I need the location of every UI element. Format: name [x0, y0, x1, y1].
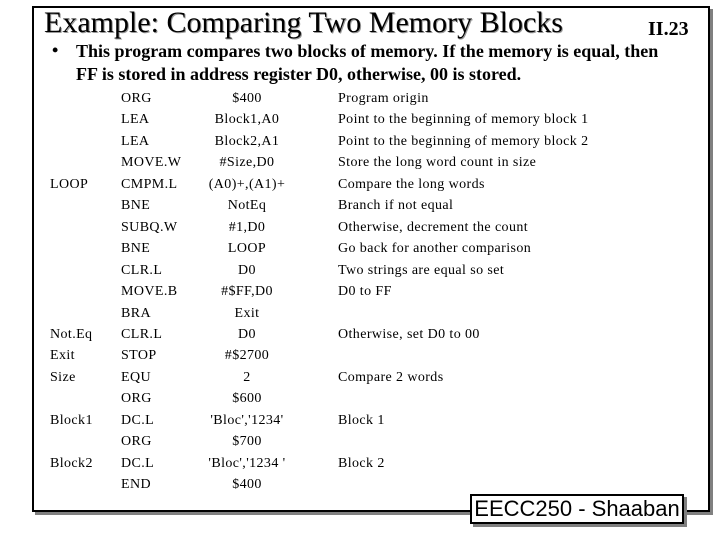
code-line: [0, 263, 720, 284]
code-line: [0, 241, 720, 262]
code-label: LOOP: [50, 176, 89, 192]
code-label: Block1: [50, 412, 93, 428]
code-operand: $400: [232, 91, 262, 106]
code-operand: #$2700: [224, 348, 270, 364]
code-comment: Point to the beginning of memory block 1: [338, 112, 589, 128]
code-label: Size: [50, 369, 76, 385]
code-opcode: CMPM.L: [121, 176, 178, 192]
code-operand: D0: [238, 262, 256, 278]
code-opcode: END: [121, 477, 151, 493]
footer-label: EECC250 - Shaaban: [470, 494, 684, 524]
code-operand: D0: [238, 326, 256, 342]
code-opcode: MOVE.B: [121, 284, 178, 300]
code-opcode: STOP: [121, 348, 157, 364]
code-opcode: DC.L: [121, 412, 155, 428]
code-opcode: ORG: [121, 91, 152, 106]
code-comment: Otherwise, set D0 to 00: [338, 326, 480, 342]
code-opcode: DC.L: [121, 455, 155, 471]
code-opcode: ORG: [121, 391, 152, 407]
code-operand: (A0)+,(A1)+: [208, 176, 286, 192]
code-line: [0, 155, 720, 176]
code-opcode: EQU: [121, 369, 151, 385]
code-comment: Point to the beginning of memory block 2: [338, 133, 589, 149]
code-comment: Program origin: [338, 91, 429, 106]
code-comment: Branch if not equal: [338, 198, 454, 214]
code-operand: 'Bloc','1234': [210, 412, 284, 428]
code-line: [0, 134, 720, 155]
code-operand: NotEq: [227, 198, 267, 214]
slide-title: Example: Comparing Two Memory Blocks: [44, 6, 563, 39]
code-label: Not.Eq: [50, 326, 93, 342]
code-line: [0, 327, 720, 348]
code-label: Exit: [50, 348, 75, 364]
code-operand: Block1,A0: [214, 112, 280, 128]
code-operand: $600: [232, 391, 262, 407]
slide-number: II.23: [648, 18, 689, 40]
code-operand: #$FF,D0: [221, 284, 273, 300]
code-comment: Block 1: [338, 412, 385, 428]
code-line: [0, 413, 720, 434]
code-comment: Compare the long words: [338, 176, 485, 192]
code-line: [0, 177, 720, 198]
bullet-marker: •: [52, 40, 59, 60]
code-opcode: BRA: [121, 305, 151, 321]
code-line: [0, 91, 720, 112]
code-comment: Block 2: [338, 455, 385, 471]
code-label: Block2: [50, 455, 93, 471]
code-line: [0, 306, 720, 327]
code-comment: Otherwise, decrement the count: [338, 219, 529, 235]
code-opcode: LEA: [121, 112, 150, 128]
code-opcode: CLR.L: [121, 262, 163, 278]
code-line: [0, 198, 720, 219]
code-operand: 'Bloc','1234 ': [208, 455, 286, 471]
code-line: [0, 434, 720, 455]
code-operand: Exit: [234, 305, 260, 321]
code-line: [0, 391, 720, 412]
code-line: [0, 284, 720, 305]
code-operand: $700: [232, 434, 262, 450]
code-opcode: BNE: [121, 241, 151, 257]
code-operand: $400: [232, 477, 262, 493]
code-operand: #1,D0: [228, 219, 266, 235]
code-opcode: SUBQ.W: [121, 219, 178, 235]
code-opcode: CLR.L: [121, 326, 163, 342]
code-operand: #Size,D0: [219, 155, 275, 171]
code-comment: D0 to FF: [338, 284, 392, 300]
code-line: [0, 112, 720, 133]
code-line: [0, 348, 720, 369]
code-opcode: BNE: [121, 198, 151, 214]
code-operand: Block2,A1: [214, 133, 280, 149]
code-line: [0, 220, 720, 241]
code-comment: Compare 2 words: [338, 369, 444, 385]
code-operand: 2: [243, 369, 251, 385]
code-operand: LOOP: [227, 241, 267, 257]
code-line: [0, 370, 720, 391]
code-opcode: ORG: [121, 434, 152, 450]
code-comment: Go back for another comparison: [338, 241, 532, 257]
code-opcode: MOVE.W: [121, 155, 182, 171]
code-comment: Two strings are equal so set: [338, 262, 505, 278]
code-line: [0, 456, 720, 477]
bullet-text: This program compares two blocks of memory. If the memory is equal, then FF is stored in address register D0, otherwise, 00 is stored.: [76, 41, 659, 84]
code-opcode: LEA: [121, 133, 150, 149]
code-comment: Store the long word count in size: [338, 155, 537, 171]
